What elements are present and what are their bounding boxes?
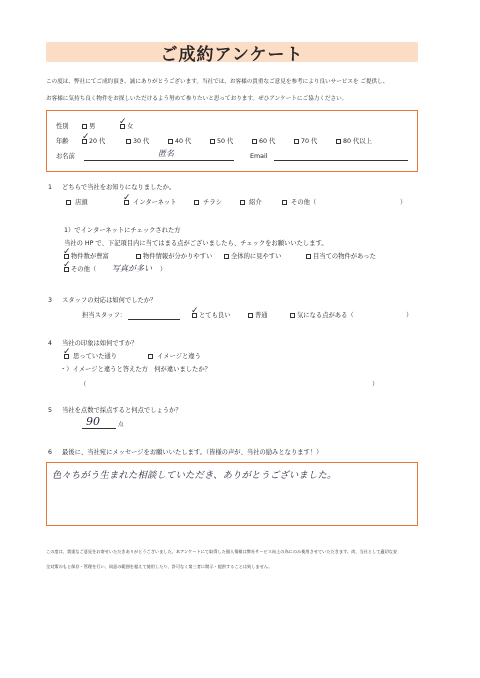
score-unit: 点 [118, 422, 124, 428]
age-label: 年齢 [56, 138, 69, 145]
checkmark-icon: ✓ [123, 193, 131, 203]
checkmark-icon: ✓ [119, 117, 127, 127]
footer-line-2: 全対策のもと保存・管理を行い、同意の範囲を超えて使用したり、許可なく第三者に開示・提供することは致しません。 [46, 564, 273, 569]
checkbox-icon [82, 124, 87, 129]
q3-concern-close: ） [406, 312, 413, 319]
q1-other-label: その他（ [71, 266, 97, 273]
q3-text: スタッフの対応は如何でしたか？ [62, 297, 157, 304]
email-field[interactable] [274, 160, 408, 161]
q1-other-value: 写真が多い [112, 264, 152, 273]
q1-number: 1 [48, 184, 53, 191]
q4-number: 4 [48, 340, 53, 347]
q1-sub-option-label: 目当ての物件があった [313, 253, 376, 260]
age-option-30[interactable] [126, 138, 149, 145]
footer-line-1: この度は、貴重なご意見をお寄せいただきありがとうございました。本アンケートにて取得した個人情報は弊社サービス向上の為にのみ使用させていただきます。尚、当社として適切な安 [46, 549, 398, 554]
checkbox-icon [224, 254, 229, 259]
name-label: お名前 [56, 153, 75, 160]
checkmark-icon: ✓ [63, 260, 71, 270]
checkbox-icon [336, 139, 341, 144]
q1-option-referral[interactable] [240, 199, 262, 206]
name-field[interactable] [84, 160, 234, 161]
q4-option-different[interactable] [148, 353, 201, 360]
age-label-50: 50 代 [217, 138, 234, 145]
age-option-70[interactable] [294, 138, 317, 145]
q4-option-label: イメージと違う [157, 353, 201, 360]
checkmark-icon: ✓ [191, 306, 199, 316]
q3-option-label: 気になる点がある（ [297, 312, 354, 319]
age-option-50[interactable] [210, 138, 233, 145]
q1-sub-heading: 1）でインターネットにチェックされた方 [64, 227, 181, 234]
q1-option-flyer[interactable] [194, 199, 222, 206]
age-label-20: 20 代 [89, 138, 106, 145]
q3-option-concern[interactable] [290, 312, 354, 319]
male-label: 男 [89, 123, 96, 130]
checkbox-icon [168, 139, 173, 144]
age-label-40: 40 代 [175, 138, 192, 145]
name-value: 匿名 [158, 149, 174, 158]
age-option-60[interactable] [252, 138, 275, 145]
q1-option-store[interactable] [66, 199, 88, 206]
staff-label: 担当スタッフ： [82, 312, 127, 319]
checkbox-icon [126, 139, 131, 144]
gender-male-option[interactable] [82, 123, 95, 130]
q1-sub-option-target[interactable] [306, 253, 376, 260]
q3-option-label: とても良い [199, 312, 231, 319]
q1-option-other[interactable] [282, 199, 316, 206]
q1-option-internet[interactable] [124, 199, 177, 206]
score-value: 90 [86, 415, 100, 428]
checkbox-icon [148, 354, 153, 359]
checkbox-icon [136, 254, 141, 259]
age-label-30: 30 代 [133, 138, 150, 145]
staff-name-field[interactable] [128, 319, 180, 320]
q3-option-label: 普通 [255, 312, 268, 319]
checkbox-icon [306, 254, 311, 259]
q1-option-label: 紹介 [249, 199, 262, 206]
q1-option-label: 店頭 [75, 199, 88, 206]
checkbox-icon [66, 200, 71, 205]
q1-option-label: インターネット [133, 199, 177, 206]
checkbox-icon [194, 200, 199, 205]
age-option-40[interactable] [168, 138, 191, 145]
q5-number: 5 [48, 407, 53, 414]
q1-sub-option-easy[interactable] [224, 253, 281, 260]
female-label: 女 [127, 123, 134, 130]
q1-other-value-close: ） [160, 266, 167, 273]
checkbox-icon [290, 313, 295, 318]
q6-number: 6 [48, 449, 53, 456]
page-title: ご成約アンケート [160, 45, 304, 65]
intro-line-1: この度は、弊社にてご成約頂き、誠にありがとうございます。当社では、お客様の貴重なご意見を参考により良いサービスを ご提供し、 [46, 79, 389, 85]
q1-sub-text: 当社の HP で、下記項目内に当てはまる点がございましたら、チェックをお願いいたします。 [64, 240, 328, 247]
q1-sub-option-many[interactable] [64, 253, 109, 260]
q1-text: どちらで当社をお知りになりましたか。 [62, 184, 176, 191]
q4-answer-open: （ [80, 381, 87, 388]
q6-text: 最後に、当社宛にメッセージをお願いいたします。（皆様の声が、当社の励みとなります！） [62, 449, 323, 456]
q4-answer-close: ） [372, 381, 379, 388]
checkmark-icon: ✓ [82, 132, 90, 142]
checkbox-icon [252, 139, 257, 144]
q1-sub-option-label: 物件情報が分かりやすい [143, 253, 213, 260]
q1-sub-option-clear[interactable] [136, 253, 212, 260]
age-option-80[interactable] [336, 138, 372, 145]
checkbox-icon [282, 200, 287, 205]
checkbox-icon [210, 139, 215, 144]
q4-option-label: 思っていた通り [73, 353, 118, 360]
q3-number: 3 [48, 297, 53, 304]
q4-text: 当社の印象は如何ですか？ [62, 340, 138, 347]
email-label: Email [250, 153, 268, 160]
intro-line-2: お客様に気持ち良く物件をお探しいただけるよう努めて参りたいと思っております。ぜひアンケートにご協力ください。 [46, 96, 348, 102]
gender-label: 性別 [56, 123, 69, 130]
checkmark-icon: ✓ [63, 347, 71, 357]
q1-other-close: ） [400, 199, 407, 206]
q1-sub-option-label: 物件数が豊富 [71, 253, 109, 260]
age-label-80: 80 代以上 [343, 138, 372, 145]
age-label-70: 70 代 [301, 138, 318, 145]
q3-option-normal[interactable] [248, 312, 268, 319]
checkbox-icon [240, 200, 245, 205]
checkmark-icon: ✓ [63, 247, 71, 257]
q4-sub-text: ・）イメージと違うと答えた方 何が違いましたか？ [60, 366, 211, 373]
q1-option-label: その他（ [291, 199, 317, 206]
score-field[interactable] [82, 428, 116, 429]
q4-option-expected[interactable] [64, 353, 117, 360]
age-label-60: 60 代 [259, 138, 276, 145]
q1-sub-option-label: 全体的に見やすい [231, 253, 282, 260]
q5-text: 当社を点数で採点すると何点でしょうか？ [62, 407, 182, 414]
checkbox-icon [294, 139, 299, 144]
checkbox-icon [248, 313, 253, 318]
q1-option-label: チラシ [203, 199, 222, 206]
message-value: 色々ちがう生まれた相談していただき、ありがとうございました。 [52, 470, 337, 481]
